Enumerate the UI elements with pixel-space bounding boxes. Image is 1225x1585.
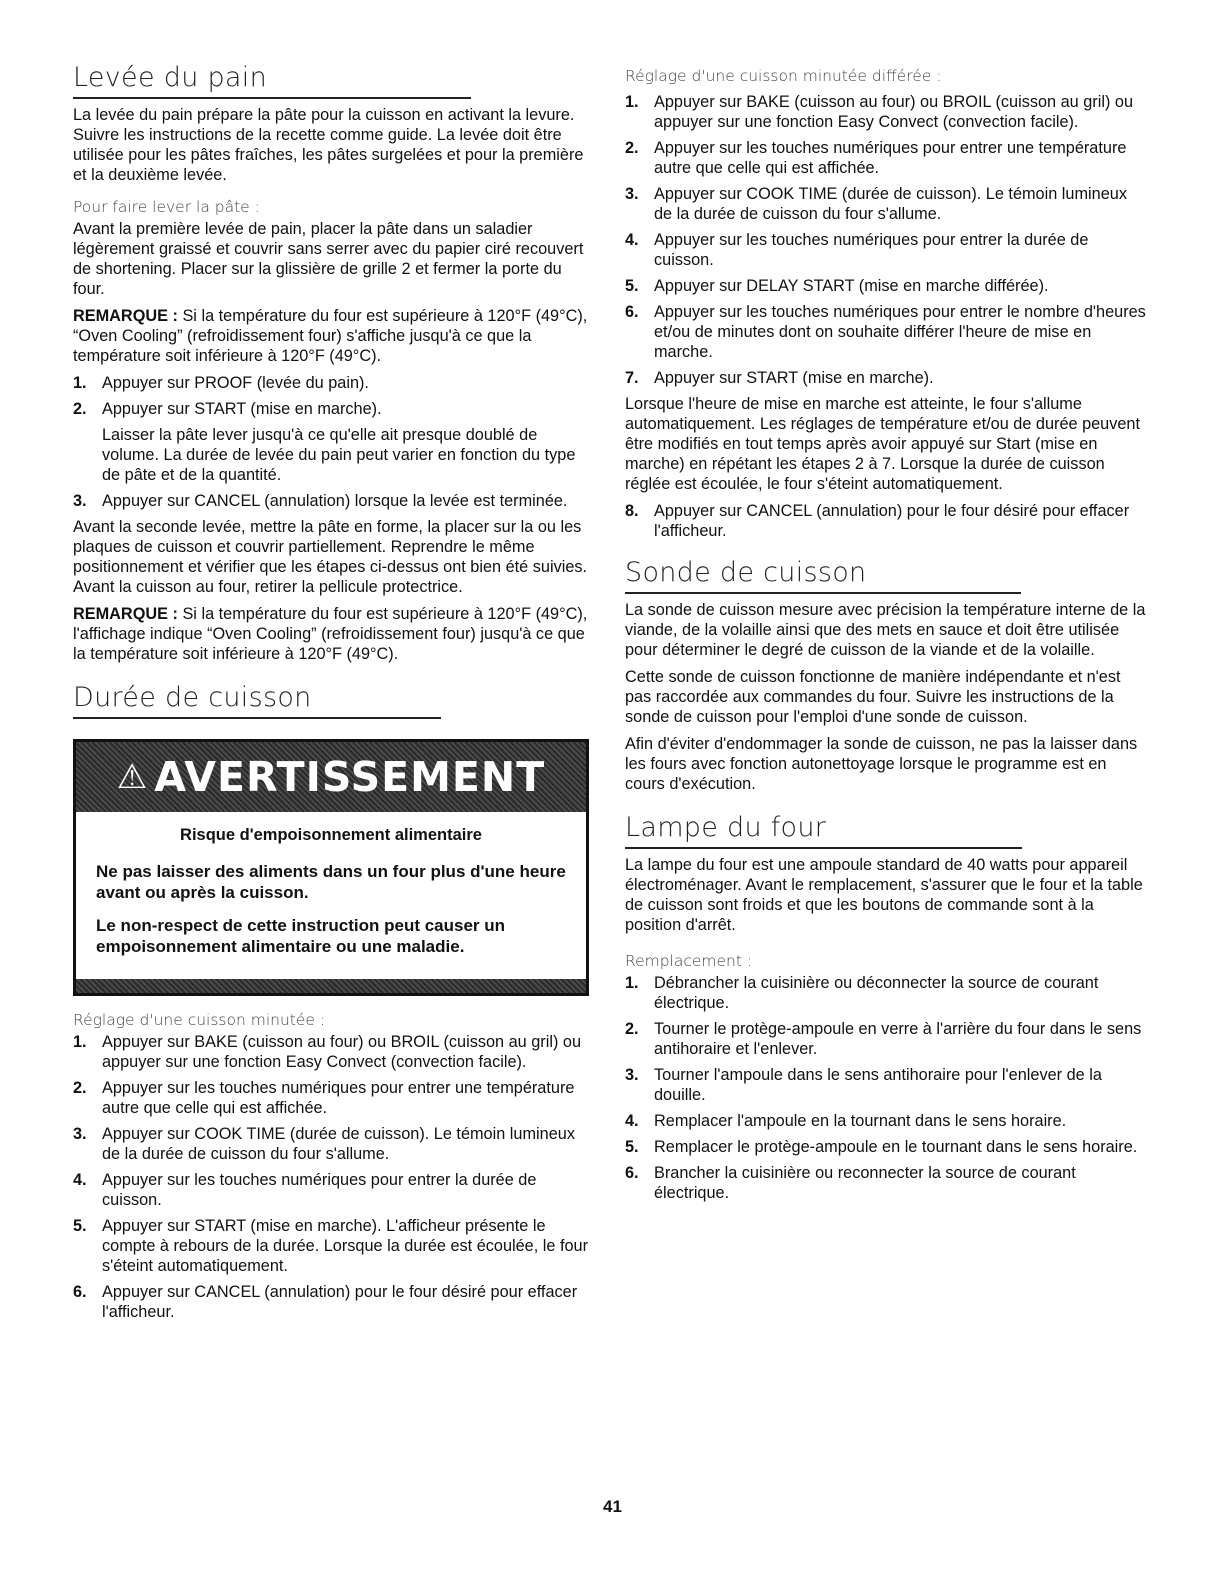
- list-item: [625, 276, 1147, 296]
- note-label: REMARQUE :: [73, 605, 178, 623]
- note-text: Si la température du four est supérieure à 120°F (49°C), l'affichage indique “Oven Cooling” (refroidissement four) jusqu'à ce que la température soit inférieure à 120°F (49°C).: [73, 605, 588, 663]
- step-text: Brancher la cuisinière ou reconnecter la source de courant électrique.: [654, 1164, 1076, 1202]
- section-title-duree-de-cuisson: Durée de cuisson: [73, 682, 312, 713]
- list-item: [625, 973, 1147, 1013]
- step-number: 5.: [73, 1217, 87, 1235]
- step-text: Appuyer sur CANCEL (annulation) pour le four désiré pour effacer l'afficheur.: [654, 502, 1130, 540]
- section-title-lampe-du-four: Lampe du four: [625, 812, 827, 843]
- differee-step-8: [625, 501, 1147, 541]
- subheading-remplacement: Remplacement :: [625, 952, 753, 970]
- step-number: 3.: [625, 1066, 639, 1084]
- warning-title: AVERTISSEMENT: [154, 753, 546, 801]
- lampe-paragraph: La lampe du four est une ampoule standard de 40 watts pour appareil électroménager. Avant le remplacement, s'assurer que le four et la table de cuisson sont froids et que les boutons de commande sont à la position d'arrêt.: [625, 856, 1143, 934]
- step-number: 3.: [625, 185, 639, 203]
- step-text: Appuyer sur BAKE (cuisson au four) ou BROIL (cuisson au gril) ou appuyer sur une fonction Easy Convect (convection facile).: [654, 93, 1134, 131]
- step-text: Tourner l'ampoule dans le sens antihoraire pour l'enlever de la douille.: [654, 1066, 1102, 1104]
- step-number: 7.: [625, 369, 639, 387]
- list-item: [73, 1170, 591, 1210]
- subheading-pour-faire-lever: Pour faire lever la pâte :: [73, 198, 260, 216]
- step-text: Débrancher la cuisinière ou déconnecter la source de courant électrique.: [654, 974, 1099, 1012]
- step-text: Appuyer sur COOK TIME (durée de cuisson). Le témoin lumineux de la durée de cuisson du four s'allume.: [654, 185, 1127, 223]
- list-item: [73, 1124, 591, 1164]
- subheading-cuisson-differee: Réglage d'une cuisson minutée différée :: [625, 67, 942, 85]
- list-item: [625, 1111, 1147, 1131]
- warning-line-2: Le non-respect de cette instruction peut causer un empoisonnement alimentaire ou une maladie.: [96, 916, 506, 956]
- left-column: [73, 62, 591, 1328]
- subheading-cuisson-minutee: Réglage d'une cuisson minutée :: [73, 1011, 326, 1029]
- cuisson-minutee-steps: [73, 1032, 591, 1322]
- step-number: 2.: [73, 400, 87, 418]
- step-number: 4.: [625, 1112, 639, 1130]
- step-text: Appuyer sur les touches numériques pour entrer le nombre d'heures et/ou de minutes dont on souhaite différer l'heure de mise en marche.: [654, 303, 1146, 361]
- list-item: [625, 1137, 1147, 1157]
- list-item: [625, 302, 1147, 362]
- step-extra: Laisser la pâte lever jusqu'à ce qu'elle ait presque doublé de volume. La durée de levée du pain peut varier en fonction du type de pâte et de la quantité.: [102, 426, 576, 484]
- sonde-paragraph-1: La sonde de cuisson mesure avec précision la température interne de la viande, de la volaille ainsi que des mets en sauce et doit être utilisée pour déterminer le degré de cuisson de la viande et de la volaille.: [625, 601, 1146, 659]
- step-text: Tourner le protège-ampoule en verre à l'arrière du four dans le sens antihoraire et l'enlever.: [654, 1020, 1142, 1058]
- step-text: Appuyer sur START (mise en marche).: [102, 400, 382, 418]
- step-number: 3.: [73, 492, 87, 510]
- step-text: Appuyer sur BAKE (cuisson au four) ou BROIL (cuisson au gril) ou appuyer sur une fonction Easy Convect (convection facile).: [102, 1033, 582, 1071]
- list-item: [625, 138, 1147, 178]
- levee-instructions: Avant la première levée de pain, placer la pâte dans un saladier légèrement graissé et couvrir sans serrer avec du papier ciré recouvert de shortening. Placer sur la glissière de grille 2 et fermer la porte du four.: [73, 220, 584, 298]
- step-text: Appuyer sur DELAY START (mise en marche différée).: [654, 277, 1049, 295]
- list-item: [625, 501, 1147, 541]
- section-title-sonde-de-cuisson: Sonde de cuisson: [625, 557, 867, 588]
- step-number: 3.: [73, 1125, 87, 1143]
- levee-steps: [73, 373, 591, 511]
- warning-line-1: Ne pas laisser des aliments dans un four plus d'une heure avant ou après la cuisson.: [96, 862, 566, 902]
- step-text: Appuyer sur CANCEL (annulation) lorsque la levée est terminée.: [102, 492, 568, 510]
- levee-note-1: [73, 306, 591, 366]
- note-text: Si la température du four est supérieure à 120°F (49°C), “Oven Cooling” (refroidissement four) s'affiche jusqu'à ce que la température soit inférieure à 120°F (49°C).: [73, 307, 588, 365]
- step-number: 2.: [73, 1079, 87, 1097]
- warning-box: [73, 739, 589, 996]
- step-number: 4.: [625, 231, 639, 249]
- step-number: 1.: [73, 1033, 87, 1051]
- step-text: Appuyer sur les touches numériques pour entrer la durée de cuisson.: [102, 1171, 537, 1209]
- section-rule: [625, 847, 1022, 849]
- step-text: Appuyer sur PROOF (levée du pain).: [102, 374, 369, 392]
- step-number: 6.: [73, 1283, 87, 1301]
- differee-paragraph: Lorsque l'heure de mise en marche est atteinte, le four s'allume automatiquement. Les réglages de température et/ou de durée peuvent être modifiés en tout temps après avoir appuyé sur Start (mise en marche) en répétant les étapes 2 à 7. Lorsque la durée de cuisson réglée est écoulée, le four s'éteint automatiquement.: [625, 395, 1141, 493]
- list-item: [625, 368, 1147, 388]
- levee-note-2: [73, 604, 591, 664]
- list-item: [73, 1282, 591, 1322]
- step-text: Appuyer sur CANCEL (annulation) pour le four désiré pour effacer l'afficheur.: [102, 1283, 578, 1321]
- step-number: 2.: [625, 1020, 639, 1038]
- list-item: [73, 399, 591, 485]
- list-item: [625, 230, 1147, 270]
- levee-intro: La levée du pain prépare la pâte pour la cuisson en activant la levure. Suivre les instructions de la recette comme guide. La levée doit être utilisée pour les pâtes fraîches, les pâtes surgelées et pour la première et la deuxième levée.: [73, 106, 584, 184]
- section-title-levee-du-pain: Levée du pain: [73, 62, 267, 93]
- step-number: 5.: [625, 277, 639, 295]
- list-item: [73, 1078, 591, 1118]
- step-number: 1.: [625, 93, 639, 111]
- warning-icon: ⚠: [116, 757, 149, 797]
- section-rule: [73, 97, 471, 99]
- list-item: [625, 1019, 1147, 1059]
- warning-footer: [76, 979, 586, 993]
- right-column: [625, 66, 1147, 1209]
- step-number: 1.: [625, 974, 639, 992]
- list-item: [73, 373, 591, 393]
- list-item: [625, 184, 1147, 224]
- section-rule: [73, 717, 441, 719]
- list-item: [73, 491, 591, 511]
- step-text: Remplacer le protège-ampoule en le tournant dans le sens horaire.: [654, 1138, 1138, 1156]
- step-number: 6.: [625, 1164, 639, 1182]
- step-text: Appuyer sur COOK TIME (durée de cuisson). Le témoin lumineux de la durée de cuisson du four s'allume.: [102, 1125, 575, 1163]
- list-item: [625, 1163, 1147, 1203]
- sonde-paragraph-2: Cette sonde de cuisson fonctionne de manière indépendante et n'est pas raccordée aux commandes du four. Suivre les instructions de la sonde de cuisson pour l'emploi d'une sonde de cuisson.: [625, 668, 1121, 726]
- list-item: [73, 1216, 591, 1276]
- step-text: Appuyer sur les touches numériques pour entrer une température autre que celle qui est affichée.: [654, 139, 1127, 177]
- page-number: 41: [603, 1497, 622, 1516]
- warning-header: [76, 742, 586, 812]
- list-item: [625, 1065, 1147, 1105]
- step-text: Appuyer sur les touches numériques pour entrer une température autre que celle qui est affichée.: [102, 1079, 575, 1117]
- levee-second: Avant la seconde levée, mettre la pâte en forme, la placer sur la ou les plaques de cuisson et couvrir partiellement. Reprendre le même positionnement et vérifier que les étapes ci-dessus ont bien été suivies. Avant la cuisson au four, retirer la pellicule protectrice.: [73, 518, 588, 596]
- step-number: 1.: [73, 374, 87, 392]
- section-rule: [625, 592, 1021, 594]
- step-text: Remplacer l'ampoule en la tournant dans le sens horaire.: [654, 1112, 1067, 1130]
- step-text: Appuyer sur START (mise en marche).: [654, 369, 934, 387]
- list-item: [73, 1032, 591, 1072]
- warning-risk: Risque d'empoisonnement alimentaire: [180, 826, 482, 844]
- warning-body: [76, 812, 586, 979]
- step-number: 8.: [625, 502, 639, 520]
- step-number: 4.: [73, 1171, 87, 1189]
- sonde-paragraph-3: Afin d'éviter d'endommager la sonde de cuisson, ne pas la laisser dans les fours avec fonction autonettoyage lorsque le programme est en cours d'exécution.: [625, 735, 1138, 793]
- note-label: REMARQUE :: [73, 307, 178, 325]
- step-number: 5.: [625, 1138, 639, 1156]
- step-text: Appuyer sur START (mise en marche). L'afficheur présente le compte à rebours de la durée. Lorsque la durée est écoulée, le four s'éteint automatiquement.: [102, 1217, 589, 1275]
- list-item: [625, 92, 1147, 132]
- step-number: 6.: [625, 303, 639, 321]
- remplacement-steps: [625, 973, 1147, 1203]
- step-text: Appuyer sur les touches numériques pour entrer la durée de cuisson.: [654, 231, 1089, 269]
- cuisson-differee-steps: [625, 92, 1147, 388]
- step-number: 2.: [625, 139, 639, 157]
